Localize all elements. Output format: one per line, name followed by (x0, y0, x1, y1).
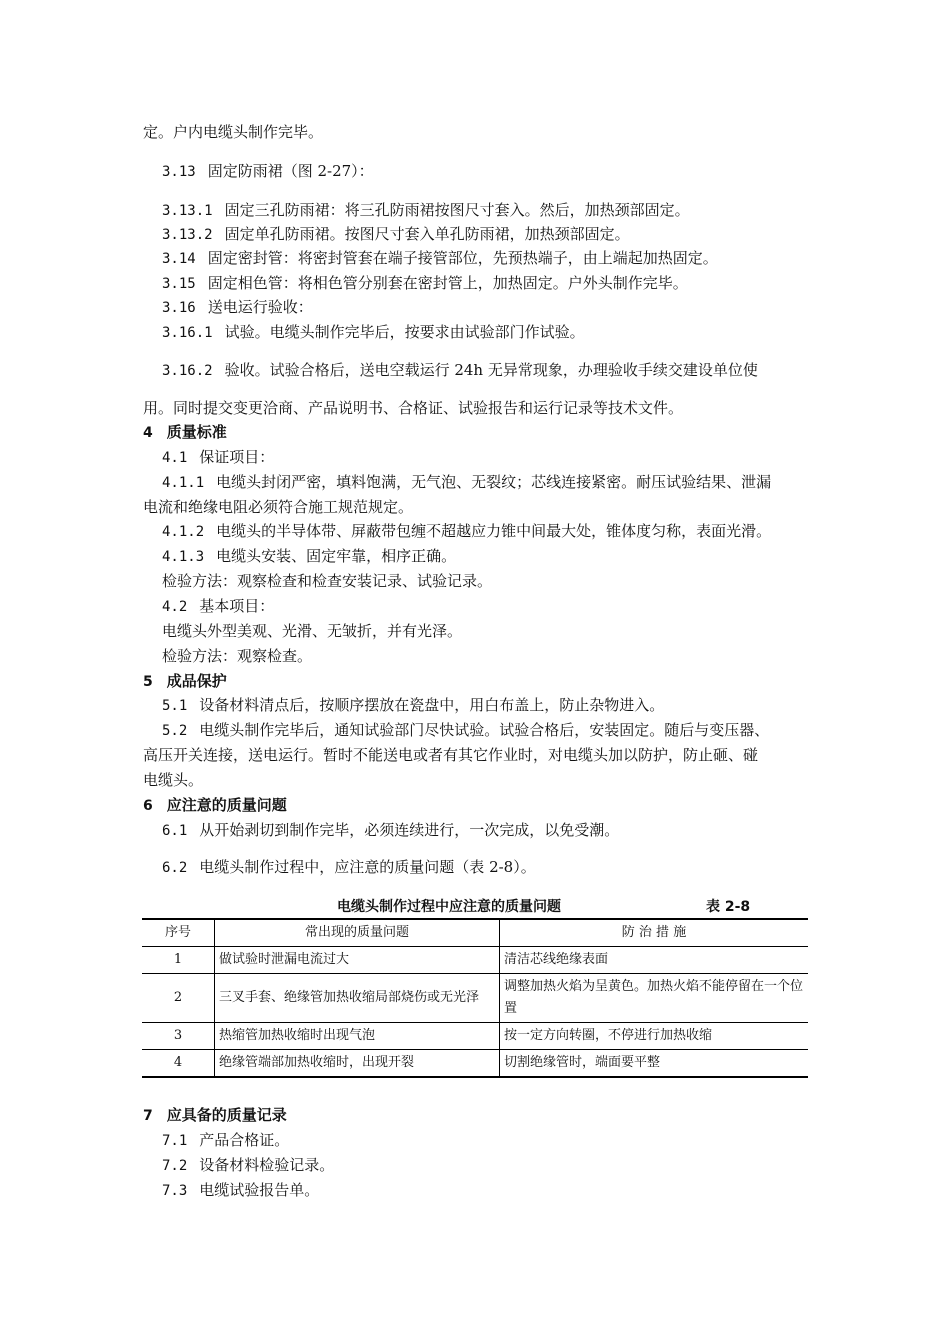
section-number: 7.2 (162, 1158, 188, 1174)
line-text: 基本项目： (199, 597, 275, 615)
section-number: 6.1 (162, 823, 188, 839)
heading-number: 7 (143, 1108, 153, 1124)
paragraph-line (143, 398, 683, 418)
section-number: 3.15 (162, 276, 196, 292)
section-number: 4.1.1 (162, 475, 205, 491)
section-number: 3.16 (162, 300, 196, 316)
heading-product-protection (143, 671, 227, 692)
paragraph-line (143, 122, 323, 142)
row-measure: 切割绝缘管时，端面要平整 (500, 1050, 809, 1078)
section-number: 3.16.2 (162, 363, 213, 379)
line-text: 设备材料清点后，按顺序摆放在瓷盘中，用白布盖上，防止杂物进入。 (199, 696, 665, 714)
table-title: 电缆头制作过程中应注意的质量问题 (337, 899, 561, 915)
heading-quality-standard (143, 422, 227, 443)
heading-number: 5 (143, 674, 153, 690)
row-index: 4 (142, 1050, 215, 1078)
column-header-problem: 常出现的质量问题 (215, 919, 500, 947)
section-number: 7.1 (162, 1133, 188, 1149)
section-line (162, 360, 758, 381)
section-number: 5.2 (162, 723, 188, 739)
section-line (162, 1155, 334, 1176)
column-header-index: 序号 (142, 919, 215, 947)
section-line (162, 720, 769, 741)
row-index: 1 (142, 947, 215, 974)
section-line (162, 596, 274, 617)
section-line (162, 248, 718, 269)
line-text: 电流和绝缘电阻必须符合施工规范规定。 (143, 498, 414, 516)
row-measure: 清洁芯线绝缘表面 (500, 947, 809, 974)
line-text: 固定三孔防雨裙：将三孔防雨裙按图尺寸套入。然后，加热颈部固定。 (224, 201, 690, 219)
line-text: 固定相色管：将相色管分别套在密封管上，加热固定。户外头制作完毕。 (207, 274, 688, 292)
heading-text: 成品保护 (166, 672, 227, 690)
line-text: 电缆头。 (143, 771, 204, 789)
heading-quality-records (143, 1105, 287, 1126)
paragraph-line (162, 621, 462, 641)
heading-number: 4 (143, 425, 153, 441)
section-line (162, 546, 456, 567)
line-text: 固定单孔防雨裙。按图尺寸套入单孔防雨裙，加热颈部固定。 (224, 225, 630, 243)
row-index: 3 (142, 1023, 215, 1050)
line-text: 电缆头制作完毕后，通知试验部门尽快试验。试验合格后，安装固定。随后与变压器、 (199, 721, 770, 739)
section-line (162, 273, 688, 294)
section-number: 4.2 (162, 599, 188, 615)
line-text: 用。同时提交变更洽商、产品说明书、合格证、试验报告和运行记录等技术文件。 (143, 399, 684, 417)
section-number: 4.1.3 (162, 549, 205, 565)
section-line (162, 695, 664, 716)
paragraph-line (143, 497, 413, 517)
line-text: 试验。电缆头制作完毕后，按要求由试验部门作试验。 (224, 323, 585, 341)
section-number: 3.16.1 (162, 325, 213, 341)
line-text: 验收。试验合格后，送电空载运行 24h 无异常现象，办理验收手续交建设单位使 (224, 361, 758, 379)
line-text: 电缆头封闭严密，填料饱满，无气泡、无裂纹；芯线连接紧密。耐压试验结果、泄漏 (216, 473, 772, 491)
line-text: 送电运行验收： (207, 298, 313, 316)
section-line (162, 200, 690, 221)
section-number: 3.13.2 (162, 227, 213, 243)
section-number: 5.1 (162, 698, 188, 714)
paragraph-line (143, 770, 203, 790)
section-line (162, 820, 619, 841)
line-text: 设备材料检验记录。 (199, 1156, 335, 1174)
section-number: 7.3 (162, 1183, 188, 1199)
table-number: 表 2-8 (706, 899, 751, 915)
paragraph-line (162, 571, 492, 591)
column-header-measure: 防 治 措 施 (500, 919, 809, 947)
section-line (162, 472, 771, 493)
section-number: 3.13 (162, 164, 196, 180)
line-text: 电缆头制作过程中，应注意的质量问题（表 2-8）。 (199, 858, 536, 876)
line-text: 固定防雨裙（图 2-27）： (207, 162, 374, 180)
line-text: 电缆头安装、固定牢靠，相序正确。 (216, 547, 457, 565)
section-line (162, 1130, 289, 1151)
table-header-row (142, 919, 808, 947)
heading-quality-issues (143, 795, 287, 816)
quality-issues-table (142, 918, 808, 1078)
line-text: 电缆头的半导体带、屏蔽带包缠不超越应力锥中间最大处，锥体度匀称，表面光滑。 (216, 522, 772, 540)
table-row (142, 974, 808, 1023)
section-line (162, 1180, 319, 1201)
row-measure: 调整加热火焰为呈黄色。加热火焰不能停留在一个位置 (500, 974, 809, 1023)
section-number: 4.1 (162, 450, 188, 466)
section-number: 6.2 (162, 860, 188, 876)
section-number: 3.13.1 (162, 203, 213, 219)
table-row (142, 1023, 808, 1050)
line-text: 产品合格证。 (199, 1131, 290, 1149)
heading-text: 应具备的质量记录 (166, 1106, 287, 1124)
section-line (162, 161, 374, 182)
paragraph-line (143, 745, 758, 765)
heading-number: 6 (143, 798, 153, 814)
paragraph-line (162, 646, 312, 666)
row-problem: 绝缘管端部加热收缩时，出现开裂 (215, 1050, 500, 1078)
section-line (162, 857, 536, 878)
row-problem: 三叉手套、绝缘管加热收缩局部烧伤或无光泽 (215, 974, 500, 1023)
line-text: 电缆头外型美观、光滑、无皱折，并有光泽。 (162, 622, 463, 640)
line-text: 检验方法：观察检查。 (162, 647, 313, 665)
section-number: 3.14 (162, 251, 196, 267)
table-row (142, 947, 808, 974)
section-line (162, 521, 771, 542)
section-line (162, 322, 585, 343)
row-problem: 热缩管加热收缩时出现气泡 (215, 1023, 500, 1050)
line-text: 定。户内电缆头制作完毕。 (143, 123, 324, 141)
row-problem: 做试验时泄漏电流过大 (215, 947, 500, 974)
section-line (162, 447, 274, 468)
row-index: 2 (142, 974, 215, 1023)
section-line (162, 224, 630, 245)
line-text: 电缆试验报告单。 (199, 1181, 320, 1199)
line-text: 检验方法：观察检查和检查安装记录、试验记录。 (162, 572, 493, 590)
table-row (142, 1050, 808, 1078)
section-number: 4.1.2 (162, 524, 205, 540)
section-line (162, 297, 313, 318)
line-text: 固定密封管：将密封管套在端子接管部位，先预热端子，由上端起加热固定。 (207, 249, 718, 267)
heading-text: 应注意的质量问题 (166, 796, 287, 814)
heading-text: 质量标准 (166, 423, 227, 441)
line-text: 保证项目： (199, 448, 275, 466)
row-measure: 按一定方向转圈，不停进行加热收缩 (500, 1023, 809, 1050)
line-text: 高压开关连接，送电运行。暂时不能送电或者有其它作业时，对电缆头加以防护，防止砸、碰 (143, 746, 759, 764)
line-text: 从开始剥切到制作完毕，必须连续进行，一次完成，以免受潮。 (199, 821, 620, 839)
